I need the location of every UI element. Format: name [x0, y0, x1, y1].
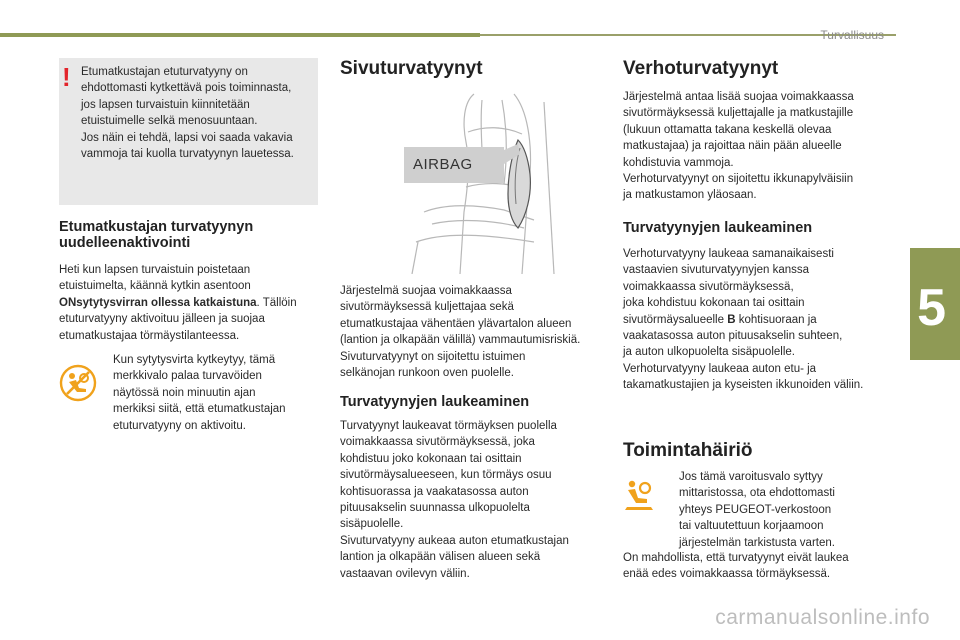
chapter-number: 5: [917, 279, 946, 337]
airbag-fault-warning-icon: [623, 478, 657, 512]
header-bar-left: [0, 33, 480, 37]
right-paragraph-2: Verhoturvatyyny laukeaa samanaikaisesti vastaavien sivuturvatyynyjen kanssa voimakkaassa sivutörmäyksessä, joka kohdistuu kokonaan tai osittain sivutörmäysalueelle B kohtisuoraan ja vaakatasossa auton pituusakselin suhteen, ja auton ulkopuolelta sisäpuolelle. Verhoturvatyyny laukeaa auton etu- ja takamatkustajien ja kyseisten ikkunoiden väliin.: [623, 248, 864, 392]
watermark: carmanualsonline.info: [715, 606, 930, 629]
right-subheading: Turvatyynyjen laukeaminen: [623, 220, 813, 236]
exclamation-icon: !: [62, 62, 71, 92]
right-paragraph-3: Jos tämä varoitusvalo syttyy mittaristossa, ota ehdottomasti yhteys PEUGEOT-verkostoon tai valtuutettuun korjaamoon järjestelmän tarkistusta varten.: [679, 471, 835, 549]
middle-heading: Sivuturvatyynyt: [340, 58, 483, 79]
left-paragraph-1: Heti kun lapsen turvaistuin poistetaan etuistuimelta, käännä kytkin asentoon ONsytytysvirran ollessa katkaistuna. Tällöin etuturvatyyny aktivoituu jälleen ja suojaa etumatkustajaa törmäystilanteessa.: [59, 264, 297, 342]
right-heading: Verhoturvatyynyt: [623, 58, 779, 79]
section-title: Turvallisuus: [820, 28, 884, 42]
left-paragraph-2: Kun sytytysvirta kytkeytyy, tämä merkkivalo palaa turvavöiden näytössä noin minuutin ajan merkiksi siitä, että etumatkustajan etuturvatyyny on aktivoitu.: [113, 354, 286, 432]
right-paragraph-4: On mahdollista, että turvatyynyt eivät laukea enää edes voimakkaassa törmäyksessä.: [623, 552, 849, 581]
middle-paragraph-1: Järjestelmä suojaa voimakkaassa sivutörmäyksessä kuljettajaa sekä etumatkustajaa vähentäen ylävartalon alueen (lantion ja olkapään välillä) vammautumisriskiä. Sivuturvatyynyt on sijoitettu istuimen selkänojan runkoon oven puolelle.: [340, 285, 581, 380]
middle-paragraph-2: Turvatyynyt laukeavat törmäyksen puolella voimakkaassa sivutörmäyksessä, joka kohdistuu joko kokonaan tai osittain sivutörmäysalueeseen, kun törmäys osuu kohtisuorassa ja vaakatasossa auton pituusakselin suunnassa ulkopuolelta sisäpuolelle. Sivuturvatyyny aukeaa auton etumatkustajan lantion ja olkapään välisen alueen sekä vastaavan ovilevyn väliin.: [340, 420, 569, 580]
left-heading: Etumatkustajan turvatyynyn uudelleenaktivointi: [59, 219, 254, 251]
right-paragraph-1: Järjestelmä antaa lisää suojaa voimakkaassa sivutörmäyksessä kuljettajalle ja matkustajille (lukuun ottamatta takana keskellä olevaa matkustajaa) ja rajoittaa näin pään alueelle kohdistuvia vammoja. Verhoturvatyynyt on sijoitettu ikkunapylväisiin ja matkustamon yläosaan.: [623, 91, 854, 202]
side-airbag-figure: [404, 92, 574, 274]
right-heading-2: Toimintahäiriö: [623, 440, 753, 461]
airbag-on-indicator-icon: [59, 364, 97, 402]
middle-subheading: Turvatyynyjen laukeaminen: [340, 394, 530, 410]
airbag-figure-label: AIRBAG: [413, 156, 473, 173]
warning-text: Etumatkustajan etuturvatyyny on ehdottomasti kytkettävä pois toiminnasta, jos lapsen turvaistuin kiinnitetään etuistuimelle selkä menosuuntaan. Jos näin ei tehdä, lapsi voi saada vakavia vammoja tai kuolla turvatyynyn lauetessa.: [81, 66, 294, 161]
